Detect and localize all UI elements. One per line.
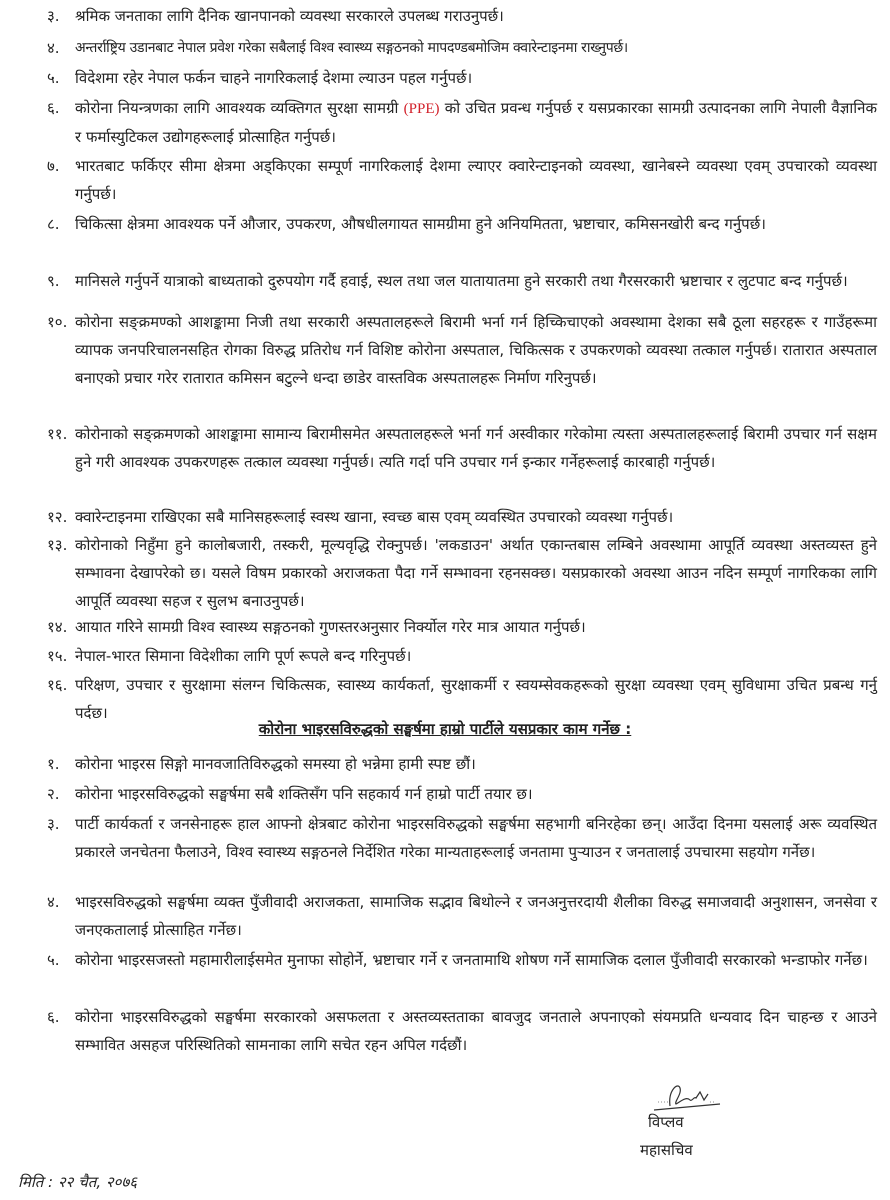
item-text: भाइरसविरुद्धको सङ्घर्षमा व्यक्त पुँजीवादी अराजकता, सामाजिक सद्भाव बिथोल्ने र जनअनुत्तरदायी शैलीका विरुद्ध समाजवादी अनुशासन, जनसेवा र जनएकतालाई प्रोत्साहित गर्नेछ। <box>75 893 877 939</box>
item-text: कोरोनाको सङ्क्रमणको आशङ्कामा सामान्य बिरामीसमेत अस्पतालहरूले भर्ना गर्न अस्वीकार गरेकोमा त्यस्ता अस्पतालहरूलाई बिरामी उपचार गर्न सक्षम हुने गरी आवश्यक उपकरणहरू तत्काल व्यवस्था गर्नुपर्छ। त्यति गर्दा पनि उपचार गर्न इन्कार गर्नेहरूलाई कारबाही गर्नुपर्छ। <box>75 425 877 471</box>
item-number: १३. <box>47 536 68 554</box>
item-number: ४. <box>47 39 60 57</box>
item-text: कोरोना भाइरसविरुद्धको सङ्घर्षमा सबै शक्तिसँग पनि सहकार्य गर्न हाम्रो पार्टी तयार छ। <box>75 785 533 803</box>
item-text: पार्टी कार्यकर्ता र जनसेनाहरू हाल आफ्नो क्षेत्रबाट कोरोना भाइरसविरुद्धको सङ्घर्षमा सहभागी बनिरहेका छन्। आउँदा दिनमा यसलाई अरू व्यवस्थित प्रकारले जनचेतना फैलाउने, विश्व स्वास्थ्य सङ्गठनले निर्देशित गरेका मान्यताहरूलाई जनतामा पुऱ्याउन र जनतालाई उपचारमा सहयोग गर्नेछ। <box>75 815 877 861</box>
item-number: १. <box>47 755 60 773</box>
item-text: क्वारेन्टाइनमा राखिएका सबै मानिसहरूलाई स्वस्थ खाना, स्वच्छ बास एवम् व्यवस्थित उपचारको व्यवस्था गर्नुपर्छ। <box>75 508 674 526</box>
list-item <box>47 34 877 62</box>
item-number: ४. <box>47 893 60 911</box>
list-item <box>47 94 877 151</box>
item-number: १२. <box>47 508 68 526</box>
list-item <box>47 642 877 670</box>
item-text: कोरोना भाइरसविरुद्धको सङ्घर्षमा सरकारको असफलता र अस्तव्यस्तताका बावजुद जनताले अपनाएको संयमप्रति धन्यवाद दिन चाहन्छ र आउने सम्भावित असहज परिस्थितिको सामनाका लागि सचेत रहन अपिल गर्दछौं। <box>75 1008 877 1054</box>
ppe-highlight: (PPE) <box>403 101 440 117</box>
list-item <box>47 308 877 392</box>
item-number: ९. <box>47 272 60 290</box>
item-text: नेपाल-भारत सिमाना विदेशीका लागि पूर्ण रूपले बन्द गरिनुपर्छ। <box>75 647 412 665</box>
signatory-name: विप्लव <box>648 1113 684 1131</box>
item-number: १६. <box>47 676 68 694</box>
list-item <box>47 1003 877 1059</box>
item-text: मानिसले गर्नुपर्ने यात्राको बाध्यताको दुरुपयोग गर्दै हवाई, स्थल तथा जल यातायातमा हुने सरकारी तथा गैरसरकारी भ्रष्टाचार र लुटपाट बन्द गर्नुपर्छ। <box>75 272 848 290</box>
item-text-before: कोरोना नियन्त्रणका लागि आवश्यक व्यक्तिगत सुरक्षा सामग्री <box>75 99 399 117</box>
item-text: कोरोना भाइरसजस्तो महामारीलाईसमेत मुनाफा सोहोर्ने, भ्रष्टाचार गर्ने र जनतामाथि शोषण गर्ने सामाजिक दलाल पुँजीवादी सरकारको भन्डाफोर गर्नेछ। <box>75 951 868 969</box>
list-item <box>47 613 877 641</box>
list-item <box>47 810 877 866</box>
item-number: ७. <box>47 157 60 175</box>
item-text: परिक्षण, उपचार र सुरक्षामा संलग्न चिकित्सक, स्वास्थ्य कार्यकर्ता, सुरक्षाकर्मी र स्वयम्सेवकहरूको सुरक्षा व्यवस्था एवम् सुविधामा उचित प्रबन्ध गर्नु पर्दछ। <box>75 676 877 722</box>
item-number: २. <box>47 785 60 803</box>
document-date: मिति : २२ चैत, २०७६ <box>18 1173 138 1191</box>
item-text-after: को उचित प्रवन्ध गर्नुपर्छ र यसप्रकारका सामग्री उत्पादनका लागि नेपाली वैज्ञानिक र फर्मास्युटिकल उद्योगहरूलाई प्रोत्साहित गर्नुपर्छ। <box>75 99 877 146</box>
item-number: ६. <box>47 1008 60 1026</box>
item-number: १५. <box>47 647 68 665</box>
list-item <box>47 210 877 238</box>
item-number: १४. <box>47 618 68 636</box>
list-item <box>47 420 877 476</box>
item-number: ३. <box>47 7 60 25</box>
signature-mark <box>640 1080 730 1116</box>
signature-scribble <box>640 1080 730 1112</box>
list-item <box>47 2 877 30</box>
item-text: चिकित्सा क्षेत्रमा आवश्यक पर्ने औजार, उपकरण, औषधीलगायत सामग्रीमा हुने अनियमितता, भ्रष्टाचार, कमिसनखोरी बन्द गर्नुपर्छ। <box>75 215 766 233</box>
item-number: ११. <box>47 425 68 443</box>
list-item <box>47 780 877 808</box>
item-number: ६. <box>47 99 60 117</box>
item-text: कोरोना सङ्क्रमण्को आशङ्कामा निजी तथा सरकारी अस्पतालहरूले बिरामी भर्ना गर्न हिच्किचाएको अवस्थामा देशका सबै ठूला सहरहरू र गाउँहरूमा व्यापक जनपरिचालनसहित रोगका विरुद्ध प्रतिरोध गर्न विशिष्ट कोरोना अस्पताल, चिकित्सक र उपकरणको व्यवस्था तत्काल गर्नुपर्छ। रातारात अस्पताल बनाएको प्रचार गरेर रातारात कमिसन बटुल्ने धन्दा छाडेर वास्तविक अस्पतालहरू निर्माण गरिनुपर्छ। <box>75 313 877 387</box>
item-number: १०. <box>47 313 68 331</box>
item-number: ३. <box>47 815 60 833</box>
item-number: ५. <box>47 951 60 969</box>
list-item <box>47 152 877 208</box>
item-text: विदेशमा रहेर नेपाल फर्कन चाहने नागरिकलाई देशमा ल्याउन पहल गर्नुपर्छ। <box>75 69 473 87</box>
item-text: श्रमिक जनताका लागि दैनिक खानपानको व्यवस्था सरकारले उपलब्ध गराउनुपर्छ। <box>75 7 504 25</box>
list-item <box>47 888 877 944</box>
item-text <box>75 94 877 151</box>
section-heading-text: कोरोना भाइरसविरुद्धको सङ्घर्षमा हाम्रो पार्टीले यसप्रकार काम गर्नेछ : <box>258 720 632 738</box>
list-item <box>47 503 877 531</box>
item-text: कोरोनाको निहुँमा हुने कालोबजारी, तस्करी, मूल्यवृद्धि रोक्नुपर्छ। 'लकडाउन' अर्थात एकान्तबास लम्बिने अवस्थामा आपूर्ति व्यवस्था अस्तव्यस्त हुने सम्भावना देखापरेको छ। यसले विषम प्रकारको अराजकता पैदा गर्ने सम्भावना रहनसक्छ। यसप्रकारको अवस्था आउन नदिन सम्पूर्ण नागरिकका लागि आपूर्ति व्यवस्था सहज र सुलभ बनाउनुपर्छ। <box>75 536 877 610</box>
list-item <box>47 946 877 974</box>
list-item <box>47 64 877 92</box>
item-text: अन्तर्राष्ट्रिय उडानबाट नेपाल प्रवेश गरेका सबैलाई विश्व स्वास्थ्य सङ्गठनको मापदण्डबमोजिम क्वारेन्टाइनमा राख्नुपर्छ। <box>75 40 628 56</box>
item-text: आयात गरिने सामग्री विश्व स्वास्थ्य सङ्गठनको गुणस्तरअनुसार निर्क्योल गरेर मात्र आयात गर्नुपर्छ। <box>75 618 586 636</box>
item-number: ८. <box>47 215 60 233</box>
item-text: कोरोना भाइरस सिङ्गो मानवजातिविरुद्धको समस्या हो भन्नेमा हामी स्पष्ट छौं। <box>75 755 476 773</box>
section-heading <box>0 719 890 739</box>
item-text: भारतबाट फर्किएर सीमा क्षेत्रमा अड्किएका सम्पूर्ण नागरिकलाई देशमा ल्याएर क्वारेन्टाइनको व्यवस्था, खानेबस्ने व्यवस्था एवम् उपचारको व्यवस्था गर्नुपर्छ। <box>75 157 877 203</box>
list-item <box>47 267 877 295</box>
signatory-title: महासचिव <box>640 1141 693 1159</box>
list-item <box>47 531 877 615</box>
list-item <box>47 750 877 778</box>
item-number: ५. <box>47 69 60 87</box>
